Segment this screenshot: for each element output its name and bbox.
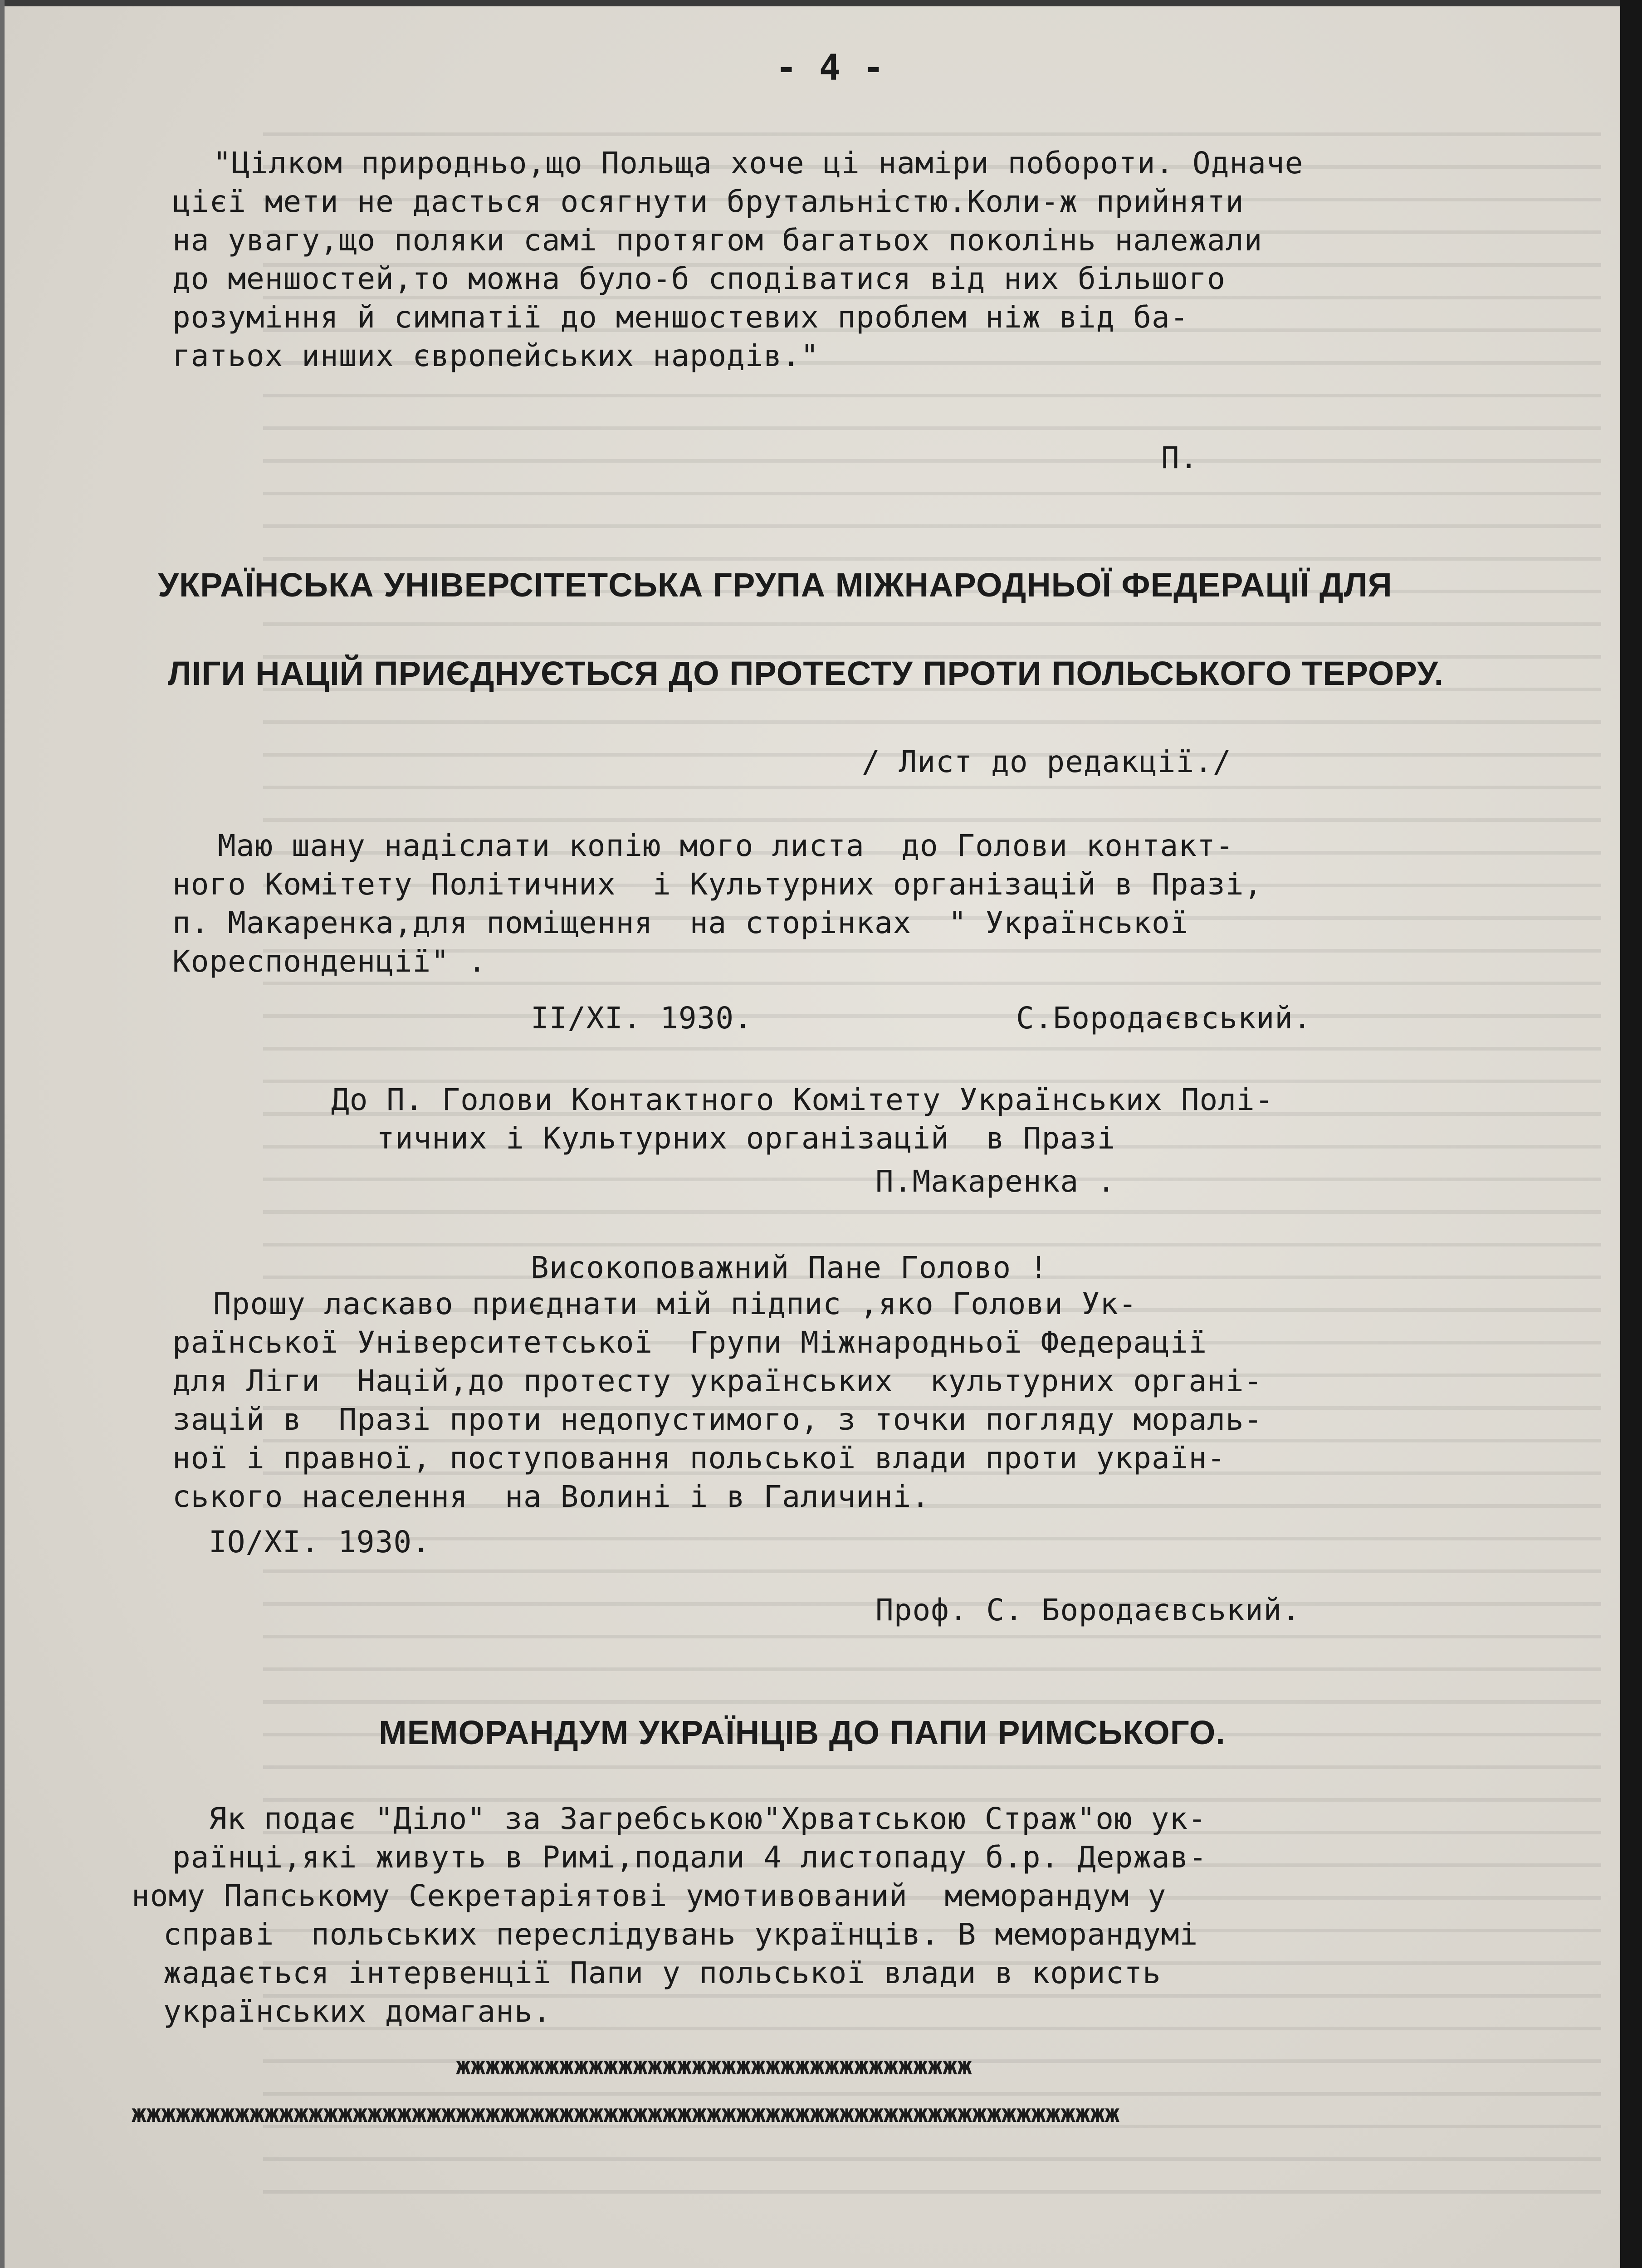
quote-line: "Цілком природньо,що Польща хоче ці наміри побороти. Одначе xyxy=(213,146,1304,181)
quote-line: до меншостей,то можна було-б сподіватися від них більшого xyxy=(172,261,1226,296)
separator-line: жжжжжжжжжжжжжжжжжжжжжжжжжжжжжжжжжжжжжжжжжжжжжжжжжжжжжжжжжжжжжжжжжжж xyxy=(132,2099,1120,2128)
quote-line: на увагу,що поляки самі протягом багатьох поколінь належали xyxy=(172,223,1263,258)
letter-line: зацій в Празі проти недопустимого, з точки погляду мораль- xyxy=(172,1402,1263,1437)
address-line: тичних і Культурних організацій в Празі xyxy=(376,1121,1116,1156)
page-number: - 4 - xyxy=(776,48,885,88)
intro-line: ного Комітету Політичних і Культурних організацій в Празі, xyxy=(172,867,1263,902)
scan-right-edge xyxy=(1620,0,1642,2268)
intro-date: II/XI. 1930. xyxy=(531,1001,753,1036)
intro-line: п. Макаренка,для поміщення на сторінках " Української xyxy=(172,905,1189,940)
quote-line: цієї мети не дасться осягнути брутальністю.Коли-ж прийняти xyxy=(172,184,1244,219)
letter-date: IO/XI. 1930. xyxy=(209,1525,430,1559)
quote-line: розуміння й симпатії до меншостевих проблем ніж від ба- xyxy=(172,300,1189,335)
address-line: До П. Голови Контактного Комітету Українських Полі- xyxy=(331,1082,1274,1117)
quote-line: гатьох инших європейських народів." xyxy=(172,338,819,373)
address-line: П.Макаренка . xyxy=(875,1164,1116,1199)
memorandum-line: раїнці,які живуть в Римі,подали 4 листопаду б.р. Держав- xyxy=(172,1840,1207,1875)
letter-line: ної і правної, поступовання польської влади проти україн- xyxy=(172,1441,1226,1476)
section-heading-line: ЛІГИ НАЦІЙ ПРИЄДНУЄТЬСЯ ДО ПРОТЕСТУ ПРОТИ ПОЛЬСЬКОГО ТЕРОРУ. xyxy=(168,655,1444,692)
scan-top-edge xyxy=(0,0,1620,6)
salutation: Високоповажний Пане Голово ! xyxy=(531,1250,1048,1285)
section-heading-line: УКРАЇНСЬКА УНІВЕРСІТЕТСЬКА ГРУПА МІЖНАРОДНЬОЇ ФЕДЕРАЦІЇ ДЛЯ xyxy=(158,566,1393,604)
memorandum-line: справі польських переслідувань українців. В меморандумі xyxy=(163,1917,1198,1952)
letter-line: раїнської Університетської Групи Міжнародньої Федерації xyxy=(172,1325,1207,1360)
memorandum-line: Як подає "Діло" за Загребською"Хрватською Страж"ою ук- xyxy=(209,1801,1207,1836)
section-heading: МЕМОРАНДУМ УКРАЇНЦІВ ДО ПАПИ РИМСЬКОГО. xyxy=(379,1714,1226,1751)
memorandum-line: жадається інтервенції Папи у польської влади в користь xyxy=(163,1955,1161,1990)
letter-signature: Проф. С. Бородаєвський. xyxy=(875,1593,1300,1628)
intro-line: Маю шану надіслати копію мого листа до Голови контакт- xyxy=(218,828,1234,863)
memorandum-line: українських домагань. xyxy=(163,1994,552,2029)
letter-line: ського населення на Волині і в Галичині. xyxy=(172,1479,930,1514)
letter-line: для Ліги Націй,до протесту українських культурних органі- xyxy=(172,1364,1263,1398)
section-subheading: / Лист до редакції./ xyxy=(862,744,1232,779)
intro-line: Кореспонденції" . xyxy=(172,944,487,979)
separator-line: жжжжжжжжжжжжжжжжжжжжжжжжжжжжжжжжжжж xyxy=(456,2052,972,2080)
scan-left-edge xyxy=(0,0,5,2268)
letter-line: Прошу ласкаво приєднати мій підпис ,яко Голови Ук- xyxy=(213,1286,1137,1321)
memorandum-line: ному Папському Секретаріятові умотивований меморандум у xyxy=(132,1878,1167,1913)
quote-signature: П. xyxy=(1161,440,1198,475)
intro-signature: С.Бородаєвський. xyxy=(1016,1001,1312,1036)
